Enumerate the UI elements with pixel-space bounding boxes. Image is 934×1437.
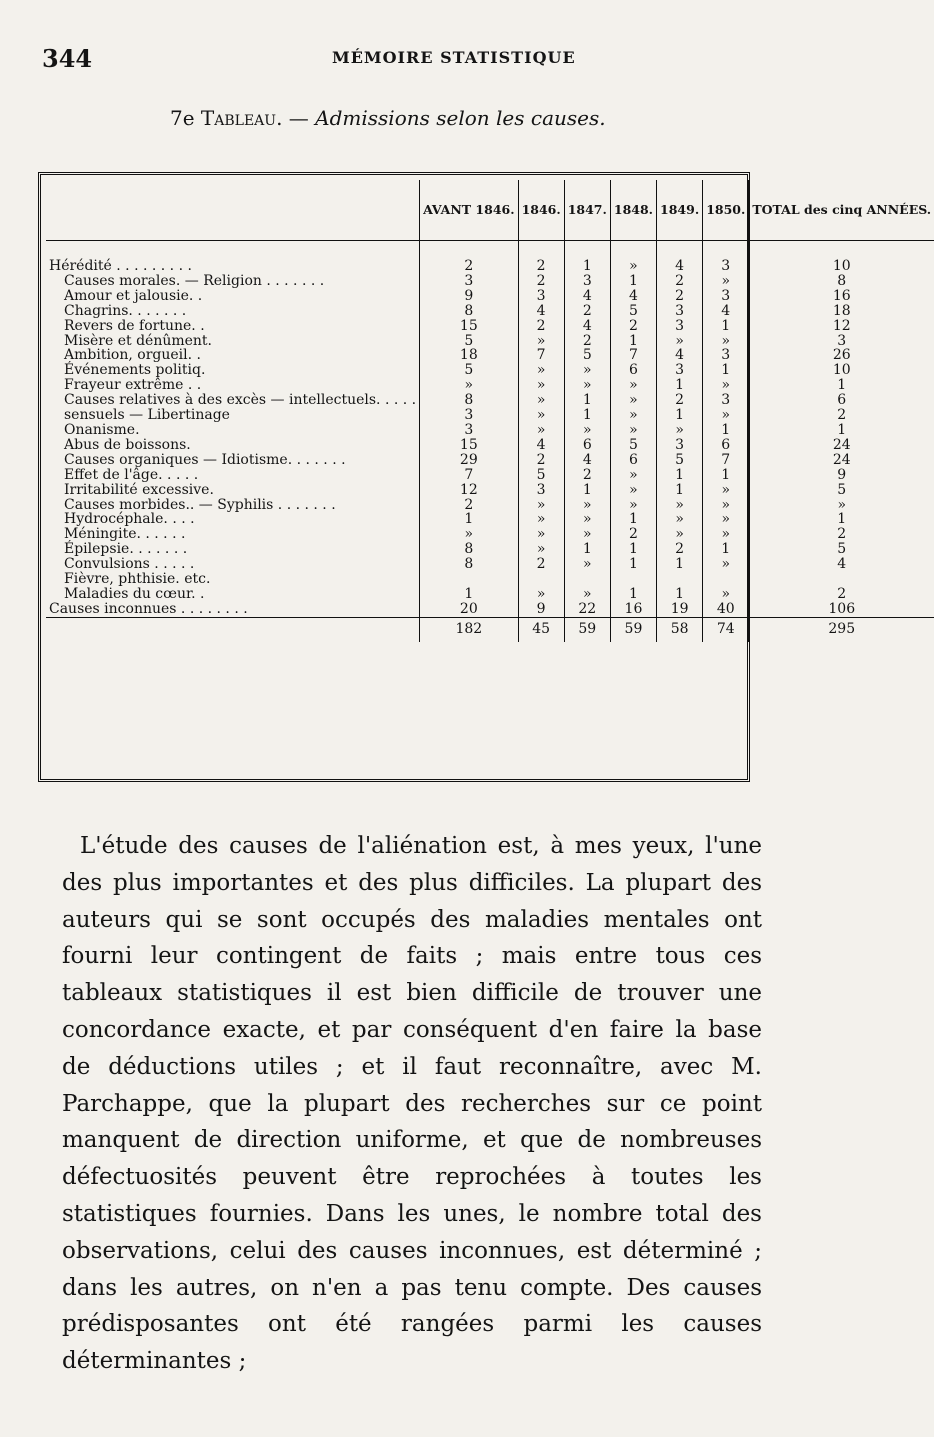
table-cell: 3: [657, 304, 703, 319]
table-cell: 5: [610, 438, 656, 453]
table-cell: »: [518, 423, 564, 438]
row-label: Chagrins. . . . . . .: [64, 302, 187, 319]
table-cell: 1: [657, 378, 703, 393]
column-header: 1849.: [657, 180, 703, 241]
table-cell: 6: [703, 438, 749, 453]
table-cell: [610, 572, 656, 587]
table-cell: 3: [420, 274, 518, 289]
table-cell: »: [703, 498, 749, 513]
table-cell: »: [703, 408, 749, 423]
table-cell: 16: [749, 289, 934, 304]
table-cell: 2: [420, 259, 518, 274]
table-cell: 9: [749, 468, 934, 483]
table-cell: [749, 572, 934, 587]
table-cell: »: [420, 527, 518, 542]
table-cell: 1: [703, 468, 749, 483]
table-cell: 2: [518, 319, 564, 334]
table-cell: 4: [564, 453, 610, 468]
table-cell: 3: [518, 289, 564, 304]
table-cell: 1: [564, 393, 610, 408]
spacer-row: [46, 241, 934, 260]
table-cell: »: [703, 274, 749, 289]
table-cell: 8: [749, 274, 934, 289]
table-cell: 1: [564, 408, 610, 423]
table-cell: 1: [420, 512, 518, 527]
table-cell: 1: [703, 363, 749, 378]
table-cell: 4: [564, 319, 610, 334]
table-cell: »: [518, 408, 564, 423]
table-cell: 15: [420, 438, 518, 453]
table-cell: »: [657, 527, 703, 542]
table-cell: 9: [420, 289, 518, 304]
column-header: 1848.: [610, 180, 656, 241]
row-label: Causes morales. — Religion . . . . . . .: [64, 272, 325, 289]
total-cell: 59: [564, 617, 610, 642]
table-cell: »: [749, 498, 934, 513]
table-cell: 3: [420, 423, 518, 438]
table-cell: 5: [610, 304, 656, 319]
row-label: Abus de boissons.: [64, 436, 191, 453]
table-cell: 1: [657, 408, 703, 423]
table-cell: 7: [420, 468, 518, 483]
statistics-table: [46, 180, 934, 642]
table-cell: 5: [749, 542, 934, 557]
table-row: [46, 512, 934, 527]
table-cell: »: [703, 512, 749, 527]
table-cell: »: [657, 423, 703, 438]
table-row: [46, 423, 934, 438]
table-row: [46, 572, 934, 587]
table-cell: 1: [657, 468, 703, 483]
table-cell: 29: [420, 453, 518, 468]
table-cell: 7: [703, 453, 749, 468]
table-row: [46, 363, 934, 378]
table-row: [46, 602, 934, 617]
table-cell: 1: [749, 512, 934, 527]
table-cell: 4: [703, 304, 749, 319]
table-cell: 5: [749, 483, 934, 498]
table-cell: »: [610, 393, 656, 408]
table-cell: 6: [610, 363, 656, 378]
table-cell: »: [518, 512, 564, 527]
table-cell: 2: [564, 334, 610, 349]
totals-row: [46, 617, 934, 642]
table-cell: 3: [564, 274, 610, 289]
table-cell: »: [564, 378, 610, 393]
table-cell: [657, 572, 703, 587]
table-cell: 1: [420, 587, 518, 602]
table-cell: 15: [420, 319, 518, 334]
row-label: Causes inconnues . . . . . . . .: [49, 600, 248, 617]
table-row: [46, 438, 934, 453]
table-cell: »: [518, 498, 564, 513]
table-cell: 1: [610, 512, 656, 527]
table-cell: 1: [749, 378, 934, 393]
table-cell: 40: [703, 602, 749, 617]
table-row: [46, 319, 934, 334]
table-row: [46, 378, 934, 393]
table-cell: »: [518, 542, 564, 557]
table-cell: 5: [420, 334, 518, 349]
total-cell: 74: [703, 617, 749, 642]
table-cell: »: [564, 363, 610, 378]
table-cell: 8: [420, 304, 518, 319]
table-cell: 20: [420, 602, 518, 617]
body-text: [62, 828, 762, 1380]
table-cell: 18: [420, 348, 518, 363]
table-cell: »: [703, 334, 749, 349]
table-cell: 24: [749, 438, 934, 453]
table-cell: 6: [749, 393, 934, 408]
table-cell: 9: [518, 602, 564, 617]
table-cell: 2: [610, 527, 656, 542]
table-cell: 1: [610, 542, 656, 557]
row-label: Causes relatives à des excès — intellectuels. . . . .: [64, 392, 417, 409]
table-cell: »: [703, 378, 749, 393]
table-cell: 5: [657, 453, 703, 468]
column-header: 1846.: [518, 180, 564, 241]
table-cell: 2: [518, 557, 564, 572]
table-row: [46, 587, 934, 602]
table-cell: »: [610, 468, 656, 483]
row-label: Misère et dénûment.: [64, 332, 213, 349]
table-cell: 3: [703, 393, 749, 408]
table-cell: [518, 572, 564, 587]
table-row: [46, 393, 934, 408]
caption-title: Tableau.: [200, 106, 283, 130]
caption-ordinal: 7e: [170, 106, 201, 130]
row-label: Méningite. . . . . .: [64, 526, 186, 543]
row-label: Hérédité . . . . . . . . .: [49, 258, 192, 274]
table-cell: 19: [657, 602, 703, 617]
table-cell: 26: [749, 348, 934, 363]
table-cell: 7: [610, 348, 656, 363]
table-row: [46, 274, 934, 289]
total-cell: 58: [657, 617, 703, 642]
table-cell: 1: [564, 483, 610, 498]
row-label: Épilepsie. . . . . . .: [64, 541, 188, 558]
table-cell: 1: [657, 587, 703, 602]
table-cell: 3: [703, 348, 749, 363]
row-label: Maladies du cœur. .: [64, 585, 205, 602]
row-label: Irritabilité excessive.: [64, 481, 214, 498]
row-label: Ambition, orgueil. .: [64, 347, 201, 364]
table-cell: 6: [610, 453, 656, 468]
column-header: 1847.: [564, 180, 610, 241]
caption-subtitle: Admissions selon les causes.: [315, 106, 606, 130]
table-cell: 1: [610, 274, 656, 289]
table-cell: »: [518, 587, 564, 602]
table-cell: 2: [420, 498, 518, 513]
table-cell: 4: [564, 289, 610, 304]
table-cell: »: [703, 557, 749, 572]
column-header: AVANT 1846.: [420, 180, 518, 241]
table-cell: 1: [749, 423, 934, 438]
table-cell: 2: [564, 304, 610, 319]
row-label: Amour et jalousie. .: [64, 287, 203, 304]
table-cell: 1: [564, 259, 610, 274]
table-row: [46, 542, 934, 557]
table-cell: 22: [564, 602, 610, 617]
table-cell: »: [703, 483, 749, 498]
table-cell: 10: [749, 259, 934, 274]
table-cell: 1: [610, 557, 656, 572]
table-row: [46, 289, 934, 304]
row-label: sensuels — Libertinage: [64, 407, 230, 424]
table-cell: »: [657, 334, 703, 349]
table-cell: 2: [657, 542, 703, 557]
table-caption: [170, 106, 606, 130]
table-cell: »: [610, 259, 656, 274]
total-cell: 182: [420, 617, 518, 642]
table-cell: 1: [657, 557, 703, 572]
table-cell: 2: [749, 408, 934, 423]
table-cell: 2: [749, 587, 934, 602]
table-cell: 1: [703, 542, 749, 557]
table-row: [46, 557, 934, 572]
table-cell: »: [610, 483, 656, 498]
table-cell: »: [564, 498, 610, 513]
table-cell: »: [564, 557, 610, 572]
table-cell: 18: [749, 304, 934, 319]
table-cell: 4: [749, 557, 934, 572]
table-cell: »: [657, 498, 703, 513]
table-cell: 3: [703, 259, 749, 274]
table-cell: 4: [518, 304, 564, 319]
row-label: Causes organiques — Idiotisme. . . . . . .: [64, 451, 346, 468]
row-label: Onanisme.: [64, 421, 140, 438]
column-header: TOTAL des cinq ANNÉES.: [749, 180, 934, 241]
table-cell: 1: [610, 334, 656, 349]
table-cell: »: [518, 378, 564, 393]
table-cell: »: [518, 527, 564, 542]
table-cell: 8: [420, 393, 518, 408]
table-row: [46, 483, 934, 498]
table-cell: 3: [657, 438, 703, 453]
table-cell: »: [564, 423, 610, 438]
table-cell: 2: [518, 259, 564, 274]
table-cell: 3: [657, 319, 703, 334]
table-header-row: [46, 180, 934, 241]
row-label: Frayeur extrême . .: [64, 377, 202, 394]
row-label: Fièvre, phthisie. etc.: [64, 571, 211, 588]
row-label: Effet de l'âge. . . . .: [64, 466, 199, 483]
table-cell: 10: [749, 363, 934, 378]
table-cell: 3: [703, 289, 749, 304]
page-number: 344: [42, 44, 93, 73]
table-cell: 1: [564, 542, 610, 557]
table-cell: 7: [518, 348, 564, 363]
table-cell: 2: [610, 319, 656, 334]
table-cell: »: [703, 527, 749, 542]
table-cell: »: [610, 408, 656, 423]
table-cell: 16: [610, 602, 656, 617]
table-cell: »: [610, 498, 656, 513]
table-cell: »: [564, 527, 610, 542]
table-cell: 1: [703, 423, 749, 438]
total-cell: 295: [749, 617, 934, 642]
table-cell: 4: [518, 438, 564, 453]
table-row: [46, 408, 934, 423]
table-cell: 5: [420, 363, 518, 378]
table-cell: 2: [657, 274, 703, 289]
table-cell: 12: [420, 483, 518, 498]
table-cell: 2: [518, 274, 564, 289]
table-cell: 4: [610, 289, 656, 304]
table-cell: 6: [564, 438, 610, 453]
table-cell: »: [610, 378, 656, 393]
table-row: [46, 334, 934, 349]
table-cell: »: [564, 587, 610, 602]
table-cell: 2: [749, 527, 934, 542]
table-row: [46, 259, 934, 274]
caption-dash: —: [282, 106, 316, 130]
table-cell: 1: [610, 587, 656, 602]
table-cell: 3: [749, 334, 934, 349]
table-cell: 8: [420, 557, 518, 572]
table-cell: 1: [657, 483, 703, 498]
table-cell: 1: [703, 319, 749, 334]
table-cell: »: [564, 512, 610, 527]
row-label: Convulsions . . . . .: [64, 556, 195, 573]
row-label: Événements politiq.: [64, 362, 206, 379]
table-cell: 2: [564, 468, 610, 483]
row-label: Causes morbides.. — Syphilis . . . . . . .: [64, 496, 336, 513]
table-cell: 24: [749, 453, 934, 468]
table-cell: »: [518, 363, 564, 378]
column-header: 1850.: [703, 180, 749, 241]
row-label: Hydrocéphale. . . .: [64, 511, 195, 528]
table-cell: »: [518, 393, 564, 408]
table-cell: [703, 572, 749, 587]
table-cell: 2: [518, 453, 564, 468]
table-row: [46, 468, 934, 483]
total-cell: 45: [518, 617, 564, 642]
table-cell: »: [610, 423, 656, 438]
table-cell: »: [703, 587, 749, 602]
table-body: [46, 241, 934, 618]
table-cell: 3: [420, 408, 518, 423]
paragraph: L'étude des causes de l'aliénation est, à mes yeux, l'une des plus importantes et des plus difficiles. La plupart des auteurs qui se sont occupés des maladies mentales ont fourni leur contingent de faits ; mais entre tous ces tableaux statistiques il est bien difficile de trouver une concordance exacte, et par conséquent d'en faire la base de déductions utiles ; et il faut reconnaître, avec M. Parchappe, que la plupart des recherches sur ce point manquent de direction uniforme, et que de nombreuses défectuosités peuvent être reprochées à toutes les statistiques fournies. Dans les unes, le nombre total des observations, celui des causes inconnues, est déterminé ; dans les autres, on n'en a pas tenu compte. Des causes prédisposantes ont été rangées parmi les causes déterminantes ;: [62, 833, 762, 1375]
table-cell: 2: [657, 289, 703, 304]
table-cell: 8: [420, 542, 518, 557]
table-cell: 5: [564, 348, 610, 363]
table-cell: [564, 572, 610, 587]
table-cell: 12: [749, 319, 934, 334]
table-cell: [420, 572, 518, 587]
table-row: [46, 498, 934, 513]
page-header: [42, 44, 762, 74]
table-cell: »: [657, 512, 703, 527]
row-label: Revers de fortune. .: [64, 317, 205, 334]
running-title: MÉMOIRE STATISTIQUE: [332, 48, 576, 67]
table-row: [46, 527, 934, 542]
table-cell: »: [420, 378, 518, 393]
table-cell: 4: [657, 348, 703, 363]
total-cell: 59: [610, 617, 656, 642]
table-row: [46, 304, 934, 319]
totals-label: [46, 617, 420, 642]
table-cell: 5: [518, 468, 564, 483]
table-row: [46, 453, 934, 468]
table-cell: 2: [657, 393, 703, 408]
table-cell: 4: [657, 259, 703, 274]
table-cell: 3: [657, 363, 703, 378]
table-cell: 3: [518, 483, 564, 498]
table-cell: »: [518, 334, 564, 349]
table-cell: 106: [749, 602, 934, 617]
column-header: [46, 180, 420, 241]
